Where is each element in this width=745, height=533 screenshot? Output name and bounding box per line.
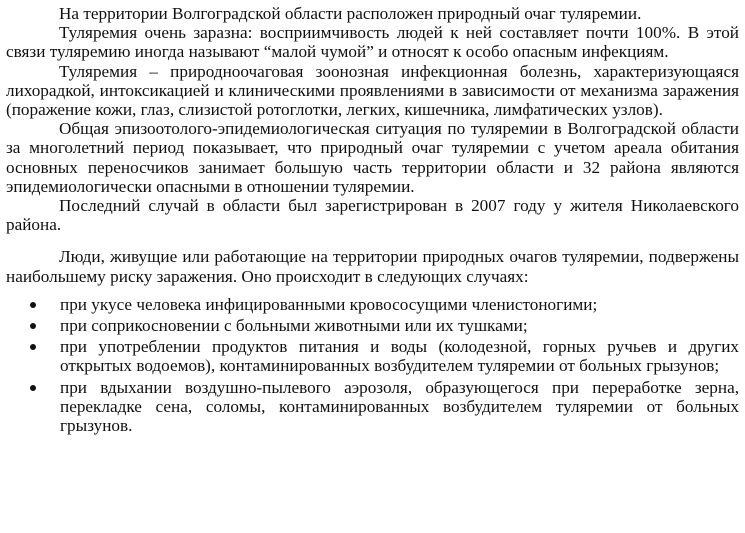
paragraph-risk-groups: Люди, живущие или работающие на территории природных очагов туляремии, подвержены наибольшему риску заражения. Оно происходит в следующих случаях: bbox=[6, 247, 739, 286]
list-item-text: при соприкосновении с больными животными или их тушками; bbox=[60, 316, 528, 336]
list-item bbox=[6, 378, 739, 436]
list-item-text: при вдыхании воздушно-пылевого аэрозоля, образующегося при переработке зерна, перекладке сена, соломы, контаминированных возбудителем туляремии от больных грызунов. bbox=[60, 377, 739, 436]
paragraph-definition: Туляремия – природноочаговая зоонозная инфекционная болезнь, характеризующаяся лихорадкой, интоксикацией и клиническими проявлениями в зависимости от механизма заражения (поражение кожи, глаз, слизистой ротоглотки, легких, кишечника, лимфатических узлов). bbox=[6, 61, 739, 120]
infection-routes-list bbox=[6, 295, 739, 435]
list-item bbox=[6, 337, 739, 375]
list-item bbox=[6, 316, 739, 335]
paragraph-last-case: Последний случай в области был зарегистрирован в 2007 году у жителя Николаевского района. bbox=[6, 196, 739, 235]
list-item bbox=[6, 295, 739, 314]
paragraph-intro: На территории Волгоградской области расположен природный очаг туляремии. bbox=[59, 4, 642, 23]
list-item-text: при употреблении продуктов питания и воды (колодезной, горных ручьев и других открытых водоемов), контаминированных возбудителем туляремии от больных грызунов; bbox=[60, 337, 739, 376]
list-item-text: при укусе человека инфицированными кровососущими членистоногими; bbox=[60, 294, 598, 314]
bullet-dot-icon bbox=[30, 323, 36, 329]
paragraph-epidemiological-situation: Общая эпизоотолого-эпидемиологическая ситуация по туляремии в Волгоградской области за многолетний период показывает, что природный очаг туляремии с учетом ареала обитания основных переносчиков занимает большую часть территории области и 32 района являются эпидемиологически опасными в отношении туляремии. bbox=[6, 119, 739, 196]
bullet-dot-icon bbox=[30, 302, 36, 308]
bullet-dot-icon bbox=[30, 344, 36, 350]
document-body bbox=[6, 4, 739, 437]
bullet-dot-icon bbox=[30, 385, 36, 391]
paragraph-contagiousness: Туляремия очень заразна: восприимчивость людей к ней составляет почти 100%. В этой связи туляремию иногда называют “малой чумой” и относят к особо опасным инфекциям. bbox=[6, 23, 739, 62]
